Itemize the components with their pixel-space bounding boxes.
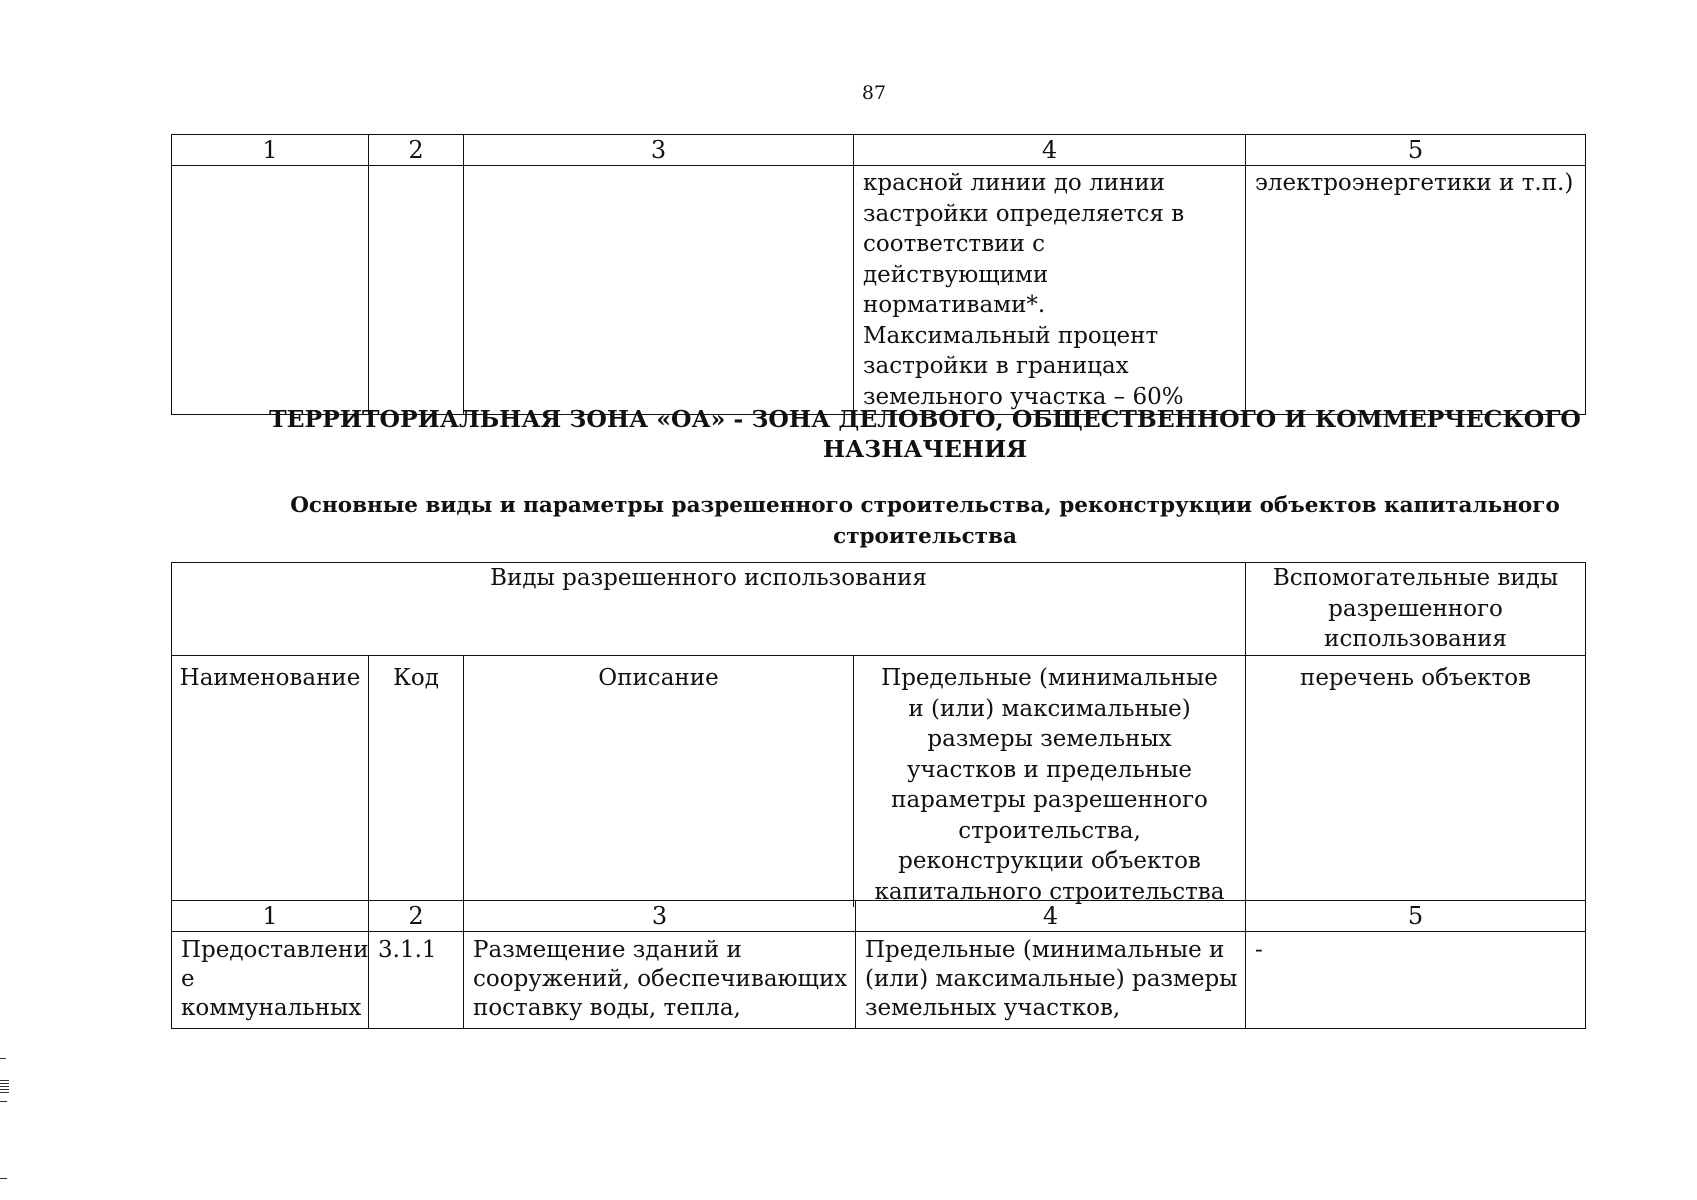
cell-text: 3.1.1 [378, 937, 437, 963]
cell-text [464, 166, 853, 168]
permitted-use-table [171, 900, 1586, 1029]
header-text: Код [393, 665, 439, 691]
header-code [369, 656, 464, 908]
cell-text: красной линии до линии застройки определяется в соответствии с действующими нормативами*. Максимальный процент застройки в границах земельного участка – 60% [863, 170, 1185, 410]
column-number: 3 [464, 135, 854, 166]
cell-limits [854, 166, 1246, 415]
column-number: 1 [172, 901, 369, 932]
column-header-row [172, 656, 1586, 908]
cell-text: Предоставлени е коммунальных [181, 937, 369, 1021]
column-number: 2 [369, 135, 464, 166]
permitted-use-header-table [171, 562, 1586, 907]
zone-title: ТЕРРИТОРИАЛЬНАЯ ЗОНА «ОА» - ЗОНА ДЕЛОВОГО, ОБЩЕСТВЕННОГО И КОММЕРЧЕСКОГО НАЗНАЧЕНИЯ [269, 405, 1581, 463]
cell-aux [1246, 166, 1586, 415]
column-number: 4 [856, 901, 1246, 932]
cell-text: Предельные (минимальные и (или) максимальные) размеры земельных участков, [865, 937, 1238, 1021]
column-number: 4 [854, 135, 1246, 166]
column-number-row [172, 901, 1586, 932]
column-number-row [172, 135, 1586, 166]
cell-name [172, 166, 369, 415]
cell-aux [1246, 932, 1586, 1029]
column-number: 5 [1246, 901, 1586, 932]
header-objects [1246, 656, 1586, 908]
cell-text [369, 166, 463, 168]
cell-description [464, 932, 856, 1029]
header-description [464, 656, 854, 908]
table-row [172, 932, 1586, 1029]
table-row [172, 166, 1586, 415]
cell-code [369, 166, 464, 415]
header-text: Предельные (минимальные и (или) максимальные) размеры земельных участков и предельные параметры разрешенного строительства, реконструкции объектов капитального строительства [874, 665, 1225, 905]
section-subtitle: Основные виды и параметры разрешенного строительства, реконструкции объектов капитального строительства [290, 493, 1560, 549]
header-name [172, 656, 369, 908]
header-text: перечень объектов [1299, 665, 1532, 691]
group-header-row [172, 563, 1586, 656]
header-text: Описание [598, 665, 719, 691]
header-text: Наименование [179, 665, 361, 691]
column-number: 1 [172, 135, 369, 166]
page-number: 87 [861, 82, 887, 104]
group-aux-header: Вспомогательные виды разрешенного использования [1246, 563, 1586, 656]
cell-description [464, 166, 854, 415]
cell-text [172, 166, 368, 168]
cell-text: Размещение зданий и сооружений, обеспечивающих поставку воды, тепла, [473, 937, 848, 1021]
cell-name [172, 932, 369, 1029]
cell-text: электроэнергетики и т.п.) [1255, 170, 1574, 196]
header-limits [854, 656, 1246, 908]
cell-code [369, 932, 464, 1029]
group-main-header: Виды разрешенного использования [172, 563, 1246, 656]
column-number: 3 [464, 901, 856, 932]
continuation-table [171, 134, 1586, 415]
cell-text: - [1255, 937, 1263, 963]
column-number: 5 [1246, 135, 1586, 166]
cell-limits [856, 932, 1246, 1029]
column-number: 2 [369, 901, 464, 932]
